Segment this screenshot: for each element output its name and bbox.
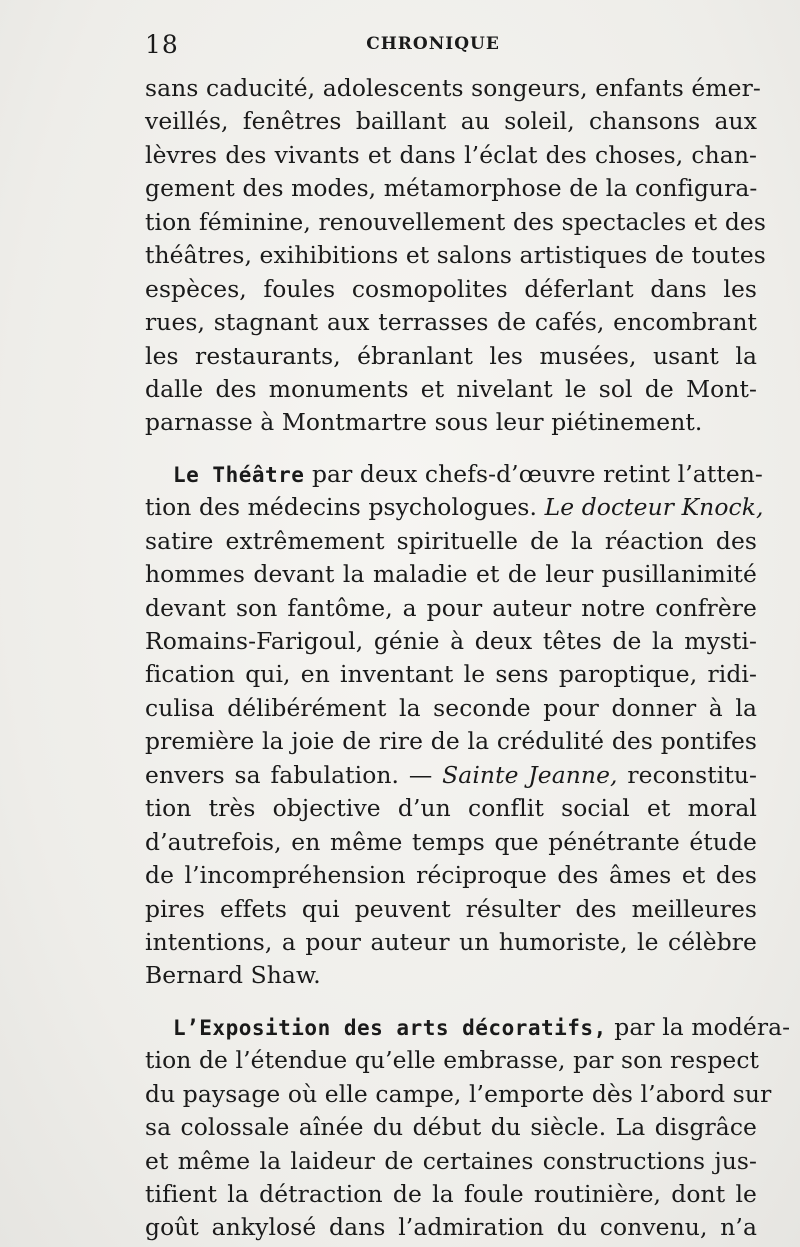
running-header bbox=[145, 30, 757, 64]
text-line bbox=[145, 759, 757, 792]
text-line bbox=[145, 1211, 757, 1244]
line-text: sans caducité, adolescents songeurs, enfants émer- bbox=[145, 74, 761, 102]
text-line bbox=[145, 625, 757, 658]
text-line bbox=[145, 558, 757, 591]
line-text: devant son fantôme, a pour auteur notre confrère bbox=[145, 593, 757, 622]
line-text: intentions, a pour auteur un humoriste, le célèbre bbox=[145, 927, 757, 956]
text-line bbox=[145, 1044, 760, 1077]
line-text: lèvres des vivants et dans l’éclat des choses, chan- bbox=[145, 140, 757, 169]
line-text: tion des médecins psychologues. bbox=[145, 493, 545, 522]
paragraph-gap bbox=[145, 440, 757, 458]
line-text: espèces, foules cosmopolites déferlant dans les bbox=[145, 274, 757, 303]
text-line bbox=[145, 239, 766, 272]
text-line bbox=[145, 592, 757, 625]
text-line bbox=[145, 206, 766, 239]
line-text: satire extrêmement spirituelle de la réaction des bbox=[145, 526, 757, 555]
text-line bbox=[145, 658, 757, 691]
line-text: sa colossale aînée du début du siècle. La disgrâce bbox=[145, 1113, 757, 1142]
text-line bbox=[145, 893, 757, 926]
line-text: gement des modes, métamorphose de la configura- bbox=[145, 174, 758, 203]
line-text: de l’incompréhension réciproque des âmes et des bbox=[145, 861, 757, 890]
line-text: et même la laideur de certaines constructions jus- bbox=[145, 1146, 757, 1175]
text-line bbox=[145, 105, 757, 138]
text-line bbox=[145, 72, 761, 105]
line-text: parnasse à Montmartre sous leur piétinement. bbox=[145, 408, 703, 437]
line-text: les restaurants, ébranlant les musées, usant la bbox=[145, 341, 757, 370]
line-text: veillés, fenêtres baillant au soleil, chansons aux bbox=[145, 107, 757, 136]
line-text: culisa délibérément la seconde pour donner à la bbox=[145, 693, 757, 722]
line-text: par la modéra- bbox=[606, 1012, 791, 1041]
text-line bbox=[145, 525, 757, 558]
line-text: tion de l’étendue qu’elle embrasse, par son respect bbox=[145, 1046, 760, 1075]
text-line bbox=[145, 692, 757, 725]
text-line bbox=[145, 373, 757, 406]
text-line bbox=[145, 406, 757, 439]
line-text: tion féminine, renouvellement des spectacles et des bbox=[145, 207, 766, 236]
page-number: 18 bbox=[145, 30, 179, 59]
line-text: rues, stagnant aux terrasses de cafés, encombrant bbox=[145, 308, 757, 337]
paragraph bbox=[145, 1011, 791, 1245]
line-text-after: reconstitu- bbox=[617, 760, 757, 789]
text-line bbox=[145, 139, 757, 172]
line-text: tion très objective d’un conflit social et moral bbox=[145, 794, 757, 823]
text-line bbox=[145, 306, 757, 339]
line-text: première la joie de rire de la crédulité des pontifes bbox=[145, 727, 757, 756]
line-text: d’autrefois, en même temps que pénétrante étude bbox=[145, 827, 757, 856]
line-text: Romains-Farigoul, génie à deux têtes de la mysti- bbox=[145, 627, 757, 655]
text-line bbox=[145, 859, 757, 892]
text-line bbox=[145, 926, 757, 959]
text-line bbox=[145, 491, 764, 524]
line-text: par deux chefs-d’œuvre retint l’atten- bbox=[304, 459, 763, 488]
line-text: dalle des monuments et nivelant le sol de Mont- bbox=[145, 374, 757, 403]
line-text: envers sa fabulation. — bbox=[145, 760, 443, 789]
text-line bbox=[145, 792, 757, 825]
text-line bbox=[145, 826, 757, 859]
section-lead: Le Théâtre bbox=[173, 462, 305, 487]
line-text: Bernard Shaw. bbox=[145, 961, 321, 990]
italic-title: Sainte Jeanne, bbox=[442, 760, 618, 789]
paragraph bbox=[145, 458, 764, 993]
text-line bbox=[145, 1111, 757, 1144]
text-line bbox=[145, 1011, 791, 1044]
text-line bbox=[145, 172, 757, 205]
text-line bbox=[145, 959, 757, 992]
text-line bbox=[145, 1145, 757, 1178]
running-title: CHRONIQUE bbox=[366, 34, 500, 54]
text-line bbox=[145, 1078, 772, 1111]
body-text bbox=[145, 72, 791, 1245]
text-line bbox=[145, 725, 757, 758]
paragraph bbox=[145, 72, 766, 440]
line-text: fication qui, en inventant le sens paroptique, ridi- bbox=[145, 660, 757, 689]
line-text: théâtres, exihibitions et salons artistiques de toutes bbox=[145, 241, 766, 270]
line-text: goût ankylosé dans l’admiration du convenu, n’a bbox=[145, 1213, 757, 1242]
line-text: pires effets qui peuvent résulter des meilleures bbox=[145, 894, 757, 923]
text-line bbox=[145, 273, 757, 306]
line-text: tifient la détraction de la foule routinière, dont le bbox=[145, 1180, 757, 1208]
text-line bbox=[145, 340, 757, 373]
text-line bbox=[145, 1178, 757, 1211]
line-text: hommes devant la maladie et de leur pusillanimité bbox=[145, 560, 757, 589]
italic-title: Le docteur Knock, bbox=[544, 493, 764, 522]
line-text: du paysage où elle campe, l’emporte dès l’abord sur bbox=[145, 1079, 772, 1108]
text-line bbox=[145, 458, 763, 491]
paragraph-gap bbox=[145, 993, 757, 1011]
section-lead: L’Exposition des arts décoratifs, bbox=[173, 1015, 607, 1040]
